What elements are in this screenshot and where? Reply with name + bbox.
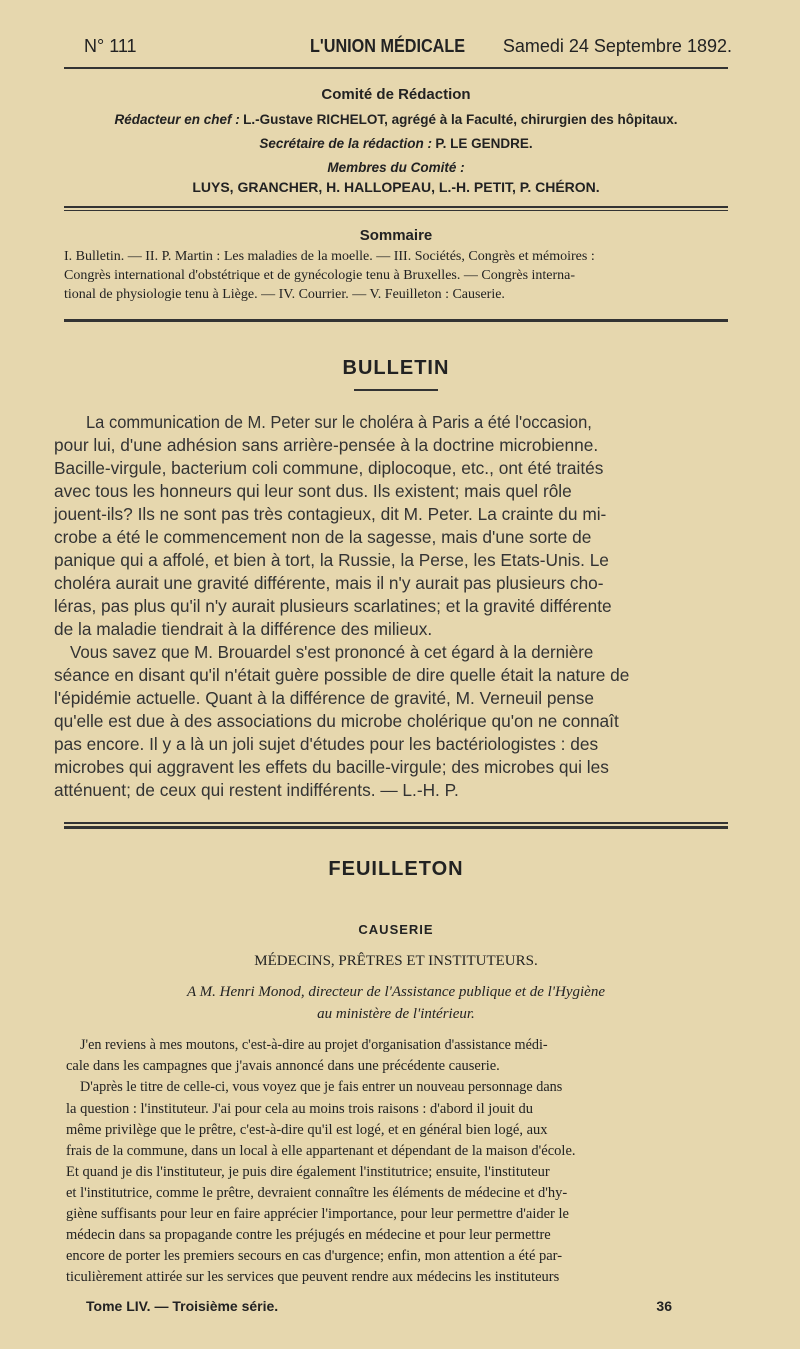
secretary-label: Secrétaire de la rédaction : (259, 136, 432, 151)
feuilleton-line: frais de la commune, dans un local à elle appartenant et dépendant de la maison d'école. (66, 1143, 576, 1159)
committee-secretary (64, 136, 728, 152)
sommaire-rule (64, 319, 728, 322)
bulletin-title-underline (354, 389, 438, 391)
volume-info (86, 1298, 278, 1314)
bulletin-line: de la maladie tiendrait à la différence des milieux. (54, 619, 433, 639)
feuilleton-line: médecin dans sa propagande contre les préjugés en médecine et pour leur permettre (66, 1227, 551, 1243)
committee-title: Comité de Rédaction (321, 86, 471, 103)
bulletin-line: avec tous les honneurs qui leur sont dus. Ils existent; mais quel rôle (54, 481, 572, 501)
bulletin-line: jouent-ils? Ils ne sont pas très contagieux, dit M. Peter. La crainte du mi- (54, 504, 607, 524)
sommaire-line: tional de physiologie tenu à Liège. — IV. Courrier. — V. Feuilleton : Causerie. (64, 287, 505, 302)
bulletin-line: Bacille-virgule, bacterium coli commune, diplocoque, etc., ont été traités (54, 458, 604, 478)
page-header (84, 36, 732, 58)
committee-rule-top (64, 206, 728, 208)
secretary-name: P. LE GENDRE. (435, 136, 533, 151)
editor-name: L.-Gustave RICHELOT, agrégé à la Faculté, chirurgien des hôpitaux. (243, 112, 678, 127)
bulletin-title: BULLETIN (342, 357, 450, 379)
committee-editor (64, 112, 728, 128)
feuilleton-line: et l'institutrice, comme le prêtre, devraient connaître les éléments de médecine et d'hy- (66, 1185, 568, 1201)
bulletin-line: l'épidémie actuelle. Quant à la différence de gravité, M. Verneuil pense (54, 688, 594, 708)
bulletin-line: panique qui a affolé, et bien à tort, la Russie, la Perse, les Etats-Unis. Le (54, 550, 609, 570)
bulletin-line: pas encore. Il y a là un joli sujet d'études pour les bactériologistes : des (54, 734, 599, 754)
sommaire-title: Sommaire (359, 227, 433, 244)
bulletin-line: léras, pas plus qu'il n'y aurait plusieurs scarlatines; et la gravité différente (54, 596, 612, 616)
members-label: Membres du Comité : (327, 160, 465, 175)
sommaire-line: Congrès international d'obstétrique et de gynécologie tenu à Bruxelles. — Congrès interna- (64, 268, 576, 283)
bulletin-line: microbes qui aggravent les effets du bacille-virgule; des microbes qui les (54, 757, 609, 777)
feuilleton-line: giène suffisants pour leur en faire apprécier l'importance, pour leur permettre d'aider le (66, 1206, 569, 1222)
header-rule (64, 67, 728, 69)
feuilleton-line: ticulièrement attirée sur les services que peuvent rendre aux médecins les instituteurs (66, 1269, 560, 1285)
bulletin-rule-top (64, 822, 728, 824)
feuilleton-dedication-cont: au ministère de l'intérieur. (317, 1006, 475, 1022)
feuilleton-line: la question : l'instituteur. J'ai pour cela au moins trois raisons : d'abord il jouit du (66, 1101, 533, 1117)
bulletin-line: pour lui, d'une adhésion sans arrière-pensée à la doctrine microbienne. (54, 435, 599, 455)
sommaire-line: I. Bulletin. — II. P. Martin : Les maladies de la moelle. — III. Sociétés, Congrès et mémoires : (64, 249, 595, 264)
bulletin-line: crobe a été le commencement non de la sagesse, mais d'une sorte de (54, 527, 592, 547)
bulletin-line: atténuent; de ceux qui restent indifférents. — L.-H. P. (54, 780, 459, 800)
page-number: 36 (656, 1298, 672, 1314)
volume-label: Tome LIV. — Troisième série. (86, 1298, 279, 1314)
members-list: LUYS, GRANCHER, H. HALLOPEAU, L.-H. PETIT, P. CHÉRON. (192, 179, 600, 195)
bulletin-line: La communication de M. Peter sur le choléra à Paris a été l'occasion, (86, 412, 592, 432)
bulletin-line: séance en disant qu'il n'était guère possible de dire quelle était la nature de (54, 665, 630, 685)
feuilleton-line: cale dans les campagnes que j'avais annoncé dans une précédente causerie. (66, 1058, 500, 1074)
bulletin-rule-bottom (64, 826, 728, 829)
bulletin-line: choléra aurait une gravité différente, mais il n'y aurait pas plusieurs cho- (54, 573, 604, 593)
feuilleton-line: même privilège que le prêtre, c'est-à-dire qu'il est logé, et en général bien logé, aux (66, 1122, 548, 1138)
feuilleton-line: Et quand je dis l'instituteur, je puis dire également l'institutrice; ensuite, l'instituteur (66, 1164, 550, 1180)
journal-title: L'UNION MÉDICALE (310, 36, 466, 56)
feuilleton-title: FEUILLETON (328, 858, 464, 880)
editor-label: Rédacteur en chef : (114, 112, 240, 127)
bulletin-line: qu'elle est due à des associations du microbe cholérique qu'on ne connaît (54, 711, 619, 731)
feuilleton-line: encore de porter les premiers secours en cas d'urgence; enfin, mon attention a été par- (66, 1248, 563, 1264)
feuilleton-line: J'en reviens à mes moutons, c'est-à-dire au projet d'organisation d'assistance médi- (80, 1037, 548, 1053)
feuilleton-heading: MÉDECINS, PRÊTRES ET INSTITUTEURS. (254, 953, 538, 969)
feuilleton-dedication: A M. Henri Monod, directeur de l'Assistance publique et de l'Hygiène (187, 984, 605, 1000)
issue-number: N° 111 (84, 36, 137, 56)
feuilleton-line: D'après le titre de celle-ci, vous voyez que je fais entrer un nouveau personnage dans (80, 1079, 563, 1095)
issue-date: Samedi 24 Septembre 1892. (502, 36, 732, 56)
committee-rule-bottom (64, 210, 728, 211)
page-footer (86, 1298, 672, 1314)
bulletin-line: Vous savez que M. Brouardel s'est prononcé à cet égard à la dernière (70, 642, 594, 662)
feuilleton-section: CAUSERIE (358, 922, 434, 937)
